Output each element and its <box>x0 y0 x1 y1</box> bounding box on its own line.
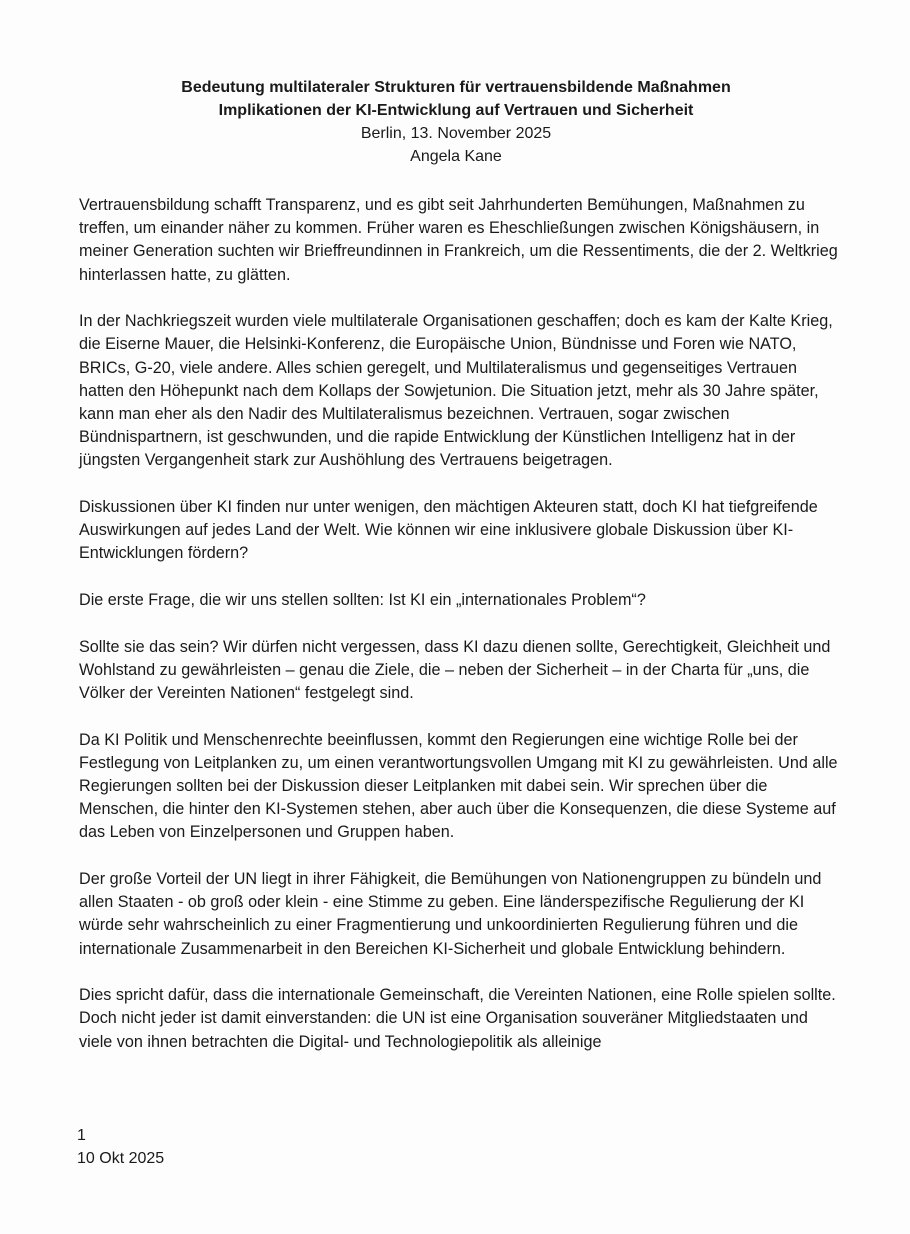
document-footer <box>77 1124 164 1170</box>
paragraph-7: Der große Vorteil der UN liegt in ihrer Fähigkeit, die Bemühungen von Nationengruppen zu bündeln und allen Staaten - ob groß oder klein - eine Stimme zu geben. Eine länderspezifische Regulierung der KI würde sehr wahrscheinlich zu einer Fragmentierung und unkoordinierten Regulierung führen und die internationale Zusammenarbeit in den Bereichen KI-Sicherheit und globale Entwicklung behindern. <box>79 870 822 958</box>
paragraph-4: Die erste Frage, die wir uns stellen sollten: Ist KI ein „internationales Problem“? <box>79 591 646 610</box>
paragraph-5: Sollte sie das sein? Wir dürfen nicht vergessen, dass KI dazu dienen sollte, Gerechtigkeit, Gleichheit und Wohlstand zu gewährleisten – genau die Ziele, die – neben der Sicherheit – in der Charta für „uns, die Völker der Vereinten Nationen“ festgelegt sind. <box>79 637 831 703</box>
page-number: 1 <box>77 1127 86 1144</box>
document-subtitle: Implikationen der KI-Entwicklung auf Vertrauen und Sicherheit <box>218 102 694 119</box>
document-body <box>79 194 839 1077</box>
footer-date: 10 Okt 2025 <box>77 1150 165 1167</box>
paragraph-6: Da KI Politik und Menschenrechte beeinflussen, kommt den Regierungen eine wichtige Rolle bei der Festlegung von Leitplanken zu, um einen verantwortungsvollen Umgang mit KI zu gewährleisten. Und alle Regierungen sollten bei der Diskussion dieser Leitplanken mit dabei sein. Wir sprechen über die Menschen, die hinter den KI-Systemen stehen, aber auch über die Konsequenzen, die diese Systeme auf das Leben von Einzelpersonen und Gruppen haben. <box>79 730 838 842</box>
author-name: Angela Kane <box>410 148 502 165</box>
paragraph-1: Vertrauensbildung schafft Transparenz, und es gibt seit Jahrhunderten Bemühungen, Maßnahmen zu treffen, um einander näher zu kommen. Früher waren es Eheschließungen zwischen Königshäusern, in meiner Generation suchten wir Brieffreundinnen in Frankreich, um die Ressentiments, die der 2. Weltkrieg hinterlassen hatte, zu glätten. <box>79 196 838 284</box>
paragraph-3: Diskussionen über KI finden nur unter wenigen, den mächtigen Akteuren statt, doch KI hat tiefgreifende Auswirkungen auf jedes Land der Welt. Wie können wir eine inklusivere globale Diskussion über KI-Entwicklungen fördern? <box>79 498 818 563</box>
document-title: Bedeutung multilateraler Strukturen für vertrauensbildende Maßnahmen <box>181 79 731 96</box>
place-date: Berlin, 13. November 2025 <box>360 125 552 142</box>
document-header <box>80 76 832 168</box>
paragraph-2: In der Nachkriegszeit wurden viele multilaterale Organisationen geschaffen; doch es kam der Kalte Krieg, die Eiserne Mauer, die Helsinki-Konferenz, die Europäische Union, Bündnisse und Foren wie NATO, BRICs, G-20, viele andere. Alles schien geregelt, und Multilateralismus und gegenseitiges Vertrauen hatten den Höhepunkt nach dem Kollaps der Sowjetunion. Die Situation jetzt, mehr als 30 Jahre später, kann man eher als den Nadir des Multilateralismus bezeichnen. Vertrauen, sogar zwischen Bündnispartnern, ist geschwunden, und die rapide Entwicklung der Künstlichen Intelligenz hat in der jüngsten Vergangenheit stark zur Aushöhlung des Vertrauens beigetragen. <box>79 312 833 470</box>
paragraph-8: Dies spricht dafür, dass die internationale Gemeinschaft, die Vereinten Nationen, eine Rolle spielen sollte. Doch nicht jeder ist damit einverstanden: die UN ist eine Organisation souveräner Mitgliedstaaten und viele von ihnen betrachten die Digital- und Technologiepolitik als alleinige <box>79 986 836 1051</box>
